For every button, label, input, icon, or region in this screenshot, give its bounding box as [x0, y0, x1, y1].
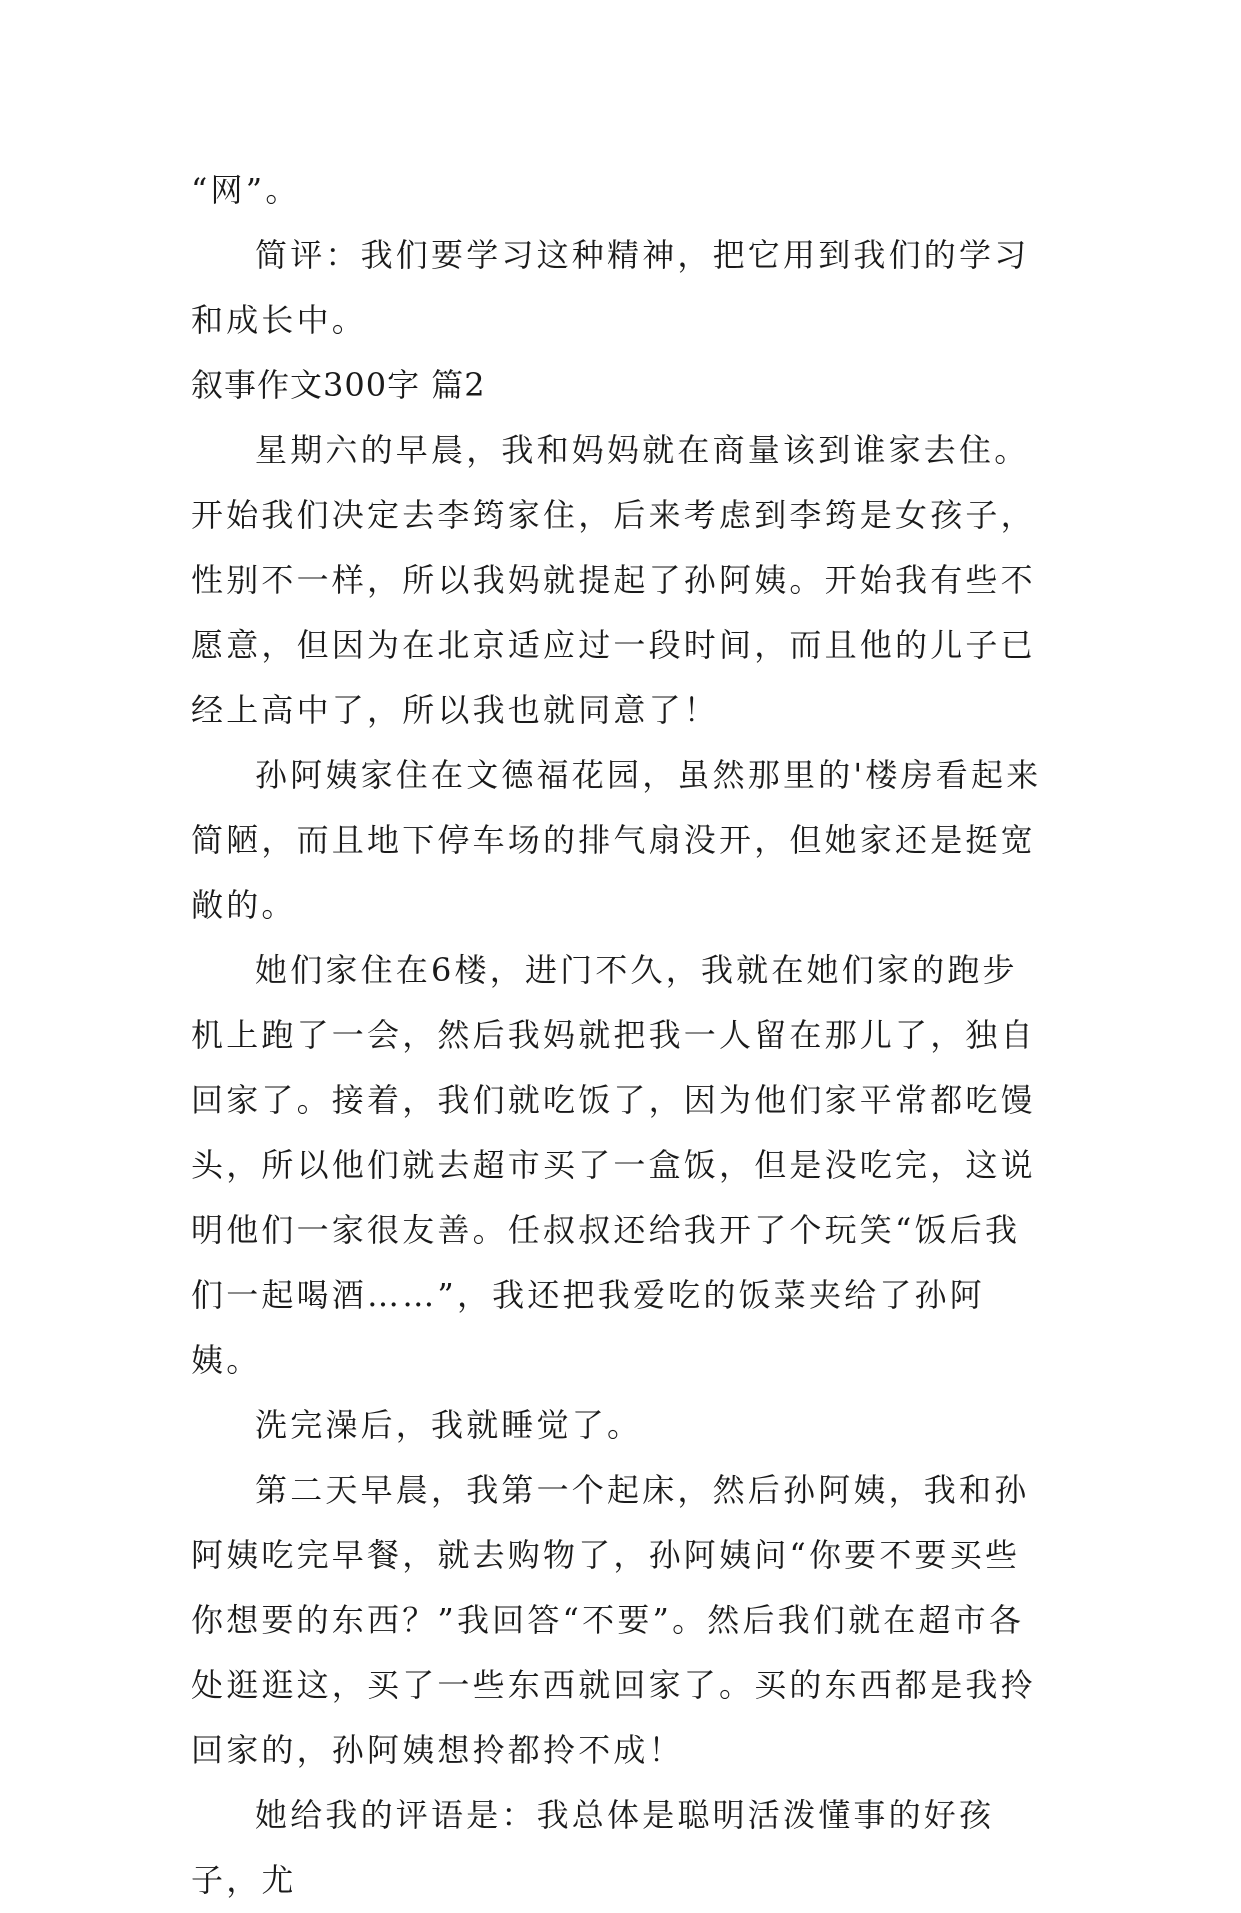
paragraph-evaluation: 她给我的评语是：我总体是聪明活泼懂事的好孩子，尤 — [191, 1796, 995, 1899]
section-heading: 叙事作文300字 篇2 — [191, 366, 486, 404]
paragraph-saturday-morning: 星期六的早晨，我和妈妈就在商量该到谁家去住。开始我们决定去李筠家住，后来考虑到李筠是女孩子，性别不一样，所以我妈就提起了孙阿姨。开始我有些不愿意，但因为在北京适应过一段时间，而且他的儿子已经上高中了，所以我也就同意了！ — [191, 431, 1036, 729]
paragraph-sun-aunt-home: 孙阿姨家住在文德福花园，虽然那里的'楼房看起来简陋，而且地下停车场的排气扇没开，但她家还是挺宽敞的。 — [191, 756, 1042, 924]
document-body — [191, 158, 1051, 1913]
paragraph-brief-comment: 简评：我们要学习这种精神，把它用到我们的学习和成长中。 — [191, 236, 1030, 339]
paragraph-after-bath: 洗完澡后，我就睡觉了。 — [255, 1406, 643, 1444]
paragraph-next-morning: 第二天早晨，我第一个起床，然后孙阿姨，我和孙阿姨吃完早餐，就去购物了，孙阿姨问“你要不要买些你想要的东西？”我回答“不要”。然后我们就在超市各处逛逛这，买了一些东西就回家了。买的东西都是我拎回家的，孙阿姨想拎都拎不成！ — [191, 1471, 1036, 1769]
paragraph-sixth-floor: 她们家住在6楼，进门不久，我就在她们家的跑步机上跑了一会，然后我妈就把我一人留在那儿了，独自回家了。接着，我们就吃饭了，因为他们家平常都吃馒头，所以他们就去超市买了一盒饭，但是没吃完，这说明他们一家很友善。任叔叔还给我开了个玩笑“饭后我们一起喝酒……”，我还把我爱吃的饭菜夹给了孙阿姨。 — [191, 951, 1036, 1379]
paragraph-quote-end: “网”。 — [191, 171, 301, 209]
